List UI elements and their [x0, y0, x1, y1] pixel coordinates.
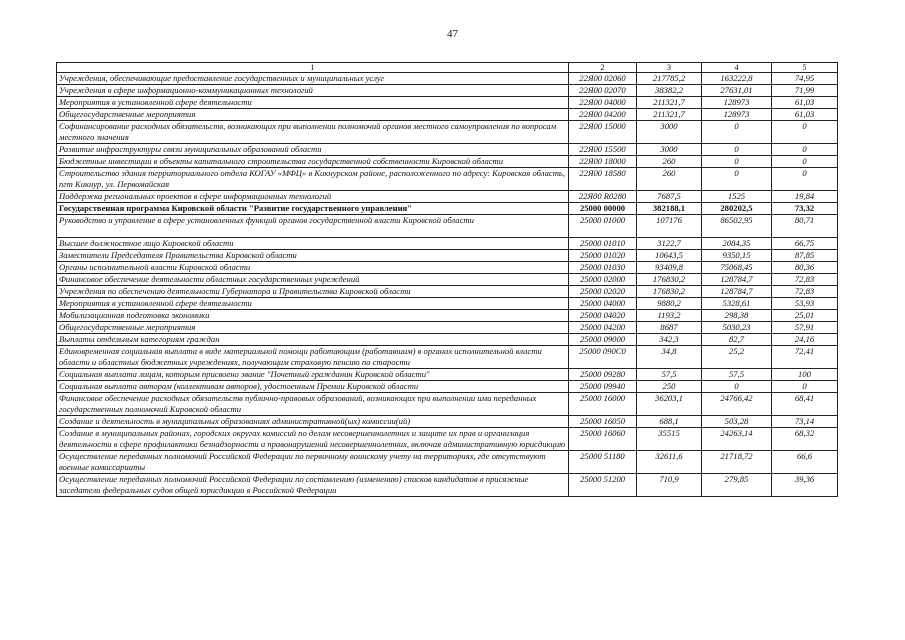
- row-name-cell: Софинансирование расходных обязательств, возникающих при выполнении полномочий органов местного самоуправления по вопросам местного значения: [57, 121, 569, 144]
- row-code-cell: 25000 16000: [569, 393, 637, 416]
- row-value-actual-cell: 9350,15: [702, 250, 772, 262]
- row-name-cell: Учреждения по обеспечению деятельности Губернатора и Правительства Кировской области: [57, 286, 569, 298]
- row-value-plan-cell: 176830,2: [637, 286, 702, 298]
- budget-table: [56, 62, 838, 497]
- row-value-percent-cell: 71,99: [772, 85, 838, 97]
- table-row: [57, 474, 838, 497]
- row-code-cell: 22Я00 02060: [569, 73, 637, 85]
- row-value-percent-cell: 61,03: [772, 109, 838, 121]
- row-name-cell: Учреждения в сфере информационно-коммуникационных технологий: [57, 85, 569, 97]
- row-value-actual-cell: 503,28: [702, 416, 772, 428]
- row-value-percent-cell: 0: [772, 381, 838, 393]
- row-name-cell: Органы исполнительной власти Кировской области: [57, 262, 569, 274]
- row-code-cell: 25000 09280: [569, 369, 637, 381]
- row-value-plan-cell: 7687,5: [637, 191, 702, 203]
- row-value-actual-cell: 27631,01: [702, 85, 772, 97]
- table-row: [57, 346, 838, 369]
- row-value-percent-cell: 72,83: [772, 286, 838, 298]
- row-code-cell: 22Я00 02070: [569, 85, 637, 97]
- row-code-cell: 22Я00 15500: [569, 144, 637, 156]
- row-name-cell: Единовременная социальная выплата в виде материальной помощи работающим (работавшим) в органах исполнительной власти области и областных бюджетных учреждениях, получающим страховую пенсию по старости: [57, 346, 569, 369]
- row-value-percent-cell: 74,95: [772, 73, 838, 85]
- row-value-percent-cell: 73,32: [772, 203, 838, 215]
- row-name-cell: Осуществление переданных полномочий Российской Федерации по составлению (изменению) списков кандидатов в присяжные заседатели федеральных судов общей юрисдикции в Российской Федерации: [57, 474, 569, 497]
- row-value-percent-cell: 0: [772, 144, 838, 156]
- row-value-plan-cell: 57,5: [637, 369, 702, 381]
- row-name-cell: Учреждения, обеспечивающие предоставление государственных и муниципальных услуг: [57, 73, 569, 85]
- row-value-percent-cell: 68,41: [772, 393, 838, 416]
- row-name-cell: Развитие инфраструктуры связи муниципальных образований области: [57, 144, 569, 156]
- row-value-percent-cell: 66,75: [772, 238, 838, 250]
- row-value-plan-cell: 342,3: [637, 334, 702, 346]
- table-row: [57, 428, 838, 451]
- row-value-actual-cell: 128973: [702, 109, 772, 121]
- row-name-cell: Осуществление переданных полномочий Российской Федерации по первичному воинскому учету на территориях, где отсутствуют военные комиссариаты: [57, 451, 569, 474]
- row-value-actual-cell: 82,7: [702, 334, 772, 346]
- table-row: [57, 298, 838, 310]
- row-value-plan-cell: 36203,1: [637, 393, 702, 416]
- row-code-cell: 22Я00 04200: [569, 109, 637, 121]
- table-row: [57, 121, 838, 144]
- table-row: [57, 322, 838, 334]
- table-row: [57, 191, 838, 203]
- page-number: 47: [447, 28, 458, 40]
- row-value-actual-cell: 0: [702, 156, 772, 168]
- row-value-plan-cell: 3122,7: [637, 238, 702, 250]
- row-value-percent-cell: 73,14: [772, 416, 838, 428]
- row-value-plan-cell: 10643,5: [637, 250, 702, 262]
- table-row: [57, 274, 838, 286]
- row-name-cell: Общегосударственные мероприятия: [57, 109, 569, 121]
- row-value-actual-cell: 128784,7: [702, 286, 772, 298]
- row-value-actual-cell: 128784,7: [702, 274, 772, 286]
- row-value-plan-cell: 93409,8: [637, 262, 702, 274]
- row-value-actual-cell: 298,38: [702, 310, 772, 322]
- row-value-percent-cell: 66,6: [772, 451, 838, 474]
- row-name-cell: Государственная программа Кировской области "Развитие государственного управления": [57, 203, 569, 215]
- row-name-cell: Строительство здания территориального отдела КОГАУ «МФЦ» в Кикнурском районе, расположенного по адресу: Кировская область, пгт Кикнур, ул. Первомайская: [57, 168, 569, 191]
- column-header: 3: [637, 63, 702, 73]
- row-value-plan-cell: 35515: [637, 428, 702, 451]
- row-value-actual-cell: 21718,72: [702, 451, 772, 474]
- row-name-cell: Мероприятия в установленной сфере деятельности: [57, 298, 569, 310]
- row-value-plan-cell: 3000: [637, 121, 702, 144]
- row-value-actual-cell: 2084,35: [702, 238, 772, 250]
- row-code-cell: 25000 04000: [569, 298, 637, 310]
- row-name-cell: Создание в муниципальных районах, городских округах комиссий по делам несовершеннолетних и защите их прав и организация деятельности в сфере профилактики безнадзорности и правонарушений несовершеннолетних, включая административную юрисдикцию: [57, 428, 569, 451]
- table-row: [57, 215, 838, 238]
- row-name-cell: Выплаты отдельным категориям граждан: [57, 334, 569, 346]
- row-value-actual-cell: 5030,23: [702, 322, 772, 334]
- row-value-percent-cell: 87,85: [772, 250, 838, 262]
- row-code-cell: 25000 01010: [569, 238, 637, 250]
- row-value-percent-cell: 61,03: [772, 97, 838, 109]
- row-code-cell: 25000 00000: [569, 203, 637, 215]
- row-value-actual-cell: 25,2: [702, 346, 772, 369]
- row-value-percent-cell: 0: [772, 156, 838, 168]
- row-value-plan-cell: 34,8: [637, 346, 702, 369]
- row-name-cell: Поддержка региональных проектов в сфере информационных технологий: [57, 191, 569, 203]
- row-code-cell: 25000 04200: [569, 322, 637, 334]
- table-row: [57, 73, 838, 85]
- table-row: [57, 250, 838, 262]
- row-value-plan-cell: 211321,7: [637, 109, 702, 121]
- table-row: [57, 262, 838, 274]
- row-value-percent-cell: 100: [772, 369, 838, 381]
- table-row: [57, 156, 838, 168]
- table-body: [57, 73, 838, 497]
- column-header: 2: [569, 63, 637, 73]
- row-name-cell: Заместители Председателя Правительства Кировской области: [57, 250, 569, 262]
- table-row: [57, 369, 838, 381]
- row-value-actual-cell: 0: [702, 121, 772, 144]
- row-value-actual-cell: 86502,95: [702, 215, 772, 238]
- row-value-percent-cell: 0: [772, 168, 838, 191]
- row-value-percent-cell: 57,91: [772, 322, 838, 334]
- row-value-percent-cell: 25,01: [772, 310, 838, 322]
- row-value-plan-cell: 107176: [637, 215, 702, 238]
- row-code-cell: 25000 090С0: [569, 346, 637, 369]
- row-value-plan-cell: 710,9: [637, 474, 702, 497]
- table-row: [57, 286, 838, 298]
- row-code-cell: 22Я00 04000: [569, 97, 637, 109]
- row-value-actual-cell: 75068,45: [702, 262, 772, 274]
- row-value-percent-cell: 72,41: [772, 346, 838, 369]
- table-row: [57, 168, 838, 191]
- row-code-cell: 25000 02020: [569, 286, 637, 298]
- table-row: [57, 381, 838, 393]
- row-name-cell: Финансовое обеспечение расходных обязательств публично-правовых образований, возникающих при выполнении ими переданных государственных полномочий Кировской области: [57, 393, 569, 416]
- table-row: [57, 451, 838, 474]
- row-value-percent-cell: 72,83: [772, 274, 838, 286]
- row-code-cell: 25000 09000: [569, 334, 637, 346]
- row-name-cell: Создание и деятельность в муниципальных образованиях административной(ых) комиссии(ий): [57, 416, 569, 428]
- row-value-percent-cell: 80,36: [772, 262, 838, 274]
- row-value-plan-cell: 38382,2: [637, 85, 702, 97]
- row-value-actual-cell: 0: [702, 381, 772, 393]
- table-row: [57, 97, 838, 109]
- row-code-cell: 25000 02000: [569, 274, 637, 286]
- row-value-actual-cell: 280202,5: [702, 203, 772, 215]
- row-value-percent-cell: 80,71: [772, 215, 838, 238]
- row-name-cell: Мобилизационная подготовка экономики: [57, 310, 569, 322]
- row-name-cell: Руководство и управление в сфере установленных функций органов государственной власти Кировской области: [57, 215, 569, 238]
- row-value-percent-cell: 0: [772, 121, 838, 144]
- row-code-cell: 25000 16060: [569, 428, 637, 451]
- row-code-cell: 25000 01020: [569, 250, 637, 262]
- row-value-percent-cell: 24,16: [772, 334, 838, 346]
- table-row: [57, 203, 838, 215]
- row-value-actual-cell: 5328,61: [702, 298, 772, 310]
- row-name-cell: Мероприятия в установленной сфере деятельности: [57, 97, 569, 109]
- row-name-cell: Социальная выплата авторам (коллективам авторов), удостоенным Премии Кировской области: [57, 381, 569, 393]
- row-code-cell: 25000 51200: [569, 474, 637, 497]
- row-code-cell: 22Я00 15000: [569, 121, 637, 144]
- row-value-actual-cell: 1525: [702, 191, 772, 203]
- column-header: 5: [772, 63, 838, 73]
- row-value-actual-cell: 24766,42: [702, 393, 772, 416]
- table-row: [57, 109, 838, 121]
- row-value-plan-cell: 176830,2: [637, 274, 702, 286]
- row-value-plan-cell: 3000: [637, 144, 702, 156]
- row-value-actual-cell: 0: [702, 168, 772, 191]
- row-value-percent-cell: 19,84: [772, 191, 838, 203]
- row-value-actual-cell: 128973: [702, 97, 772, 109]
- row-value-percent-cell: 39,36: [772, 474, 838, 497]
- row-value-actual-cell: 57,5: [702, 369, 772, 381]
- row-value-plan-cell: 32611,6: [637, 451, 702, 474]
- row-code-cell: 25000 01000: [569, 215, 637, 238]
- row-code-cell: 25000 09940: [569, 381, 637, 393]
- row-value-plan-cell: 260: [637, 156, 702, 168]
- row-value-actual-cell: 279,85: [702, 474, 772, 497]
- row-value-plan-cell: 217785,2: [637, 73, 702, 85]
- table-row: [57, 144, 838, 156]
- table-row: [57, 85, 838, 97]
- row-code-cell: 22Я00 R0280: [569, 191, 637, 203]
- row-name-cell: Бюджетные инвестиции в объекты капитального строительства государственной собственности Кировской области: [57, 156, 569, 168]
- row-value-plan-cell: 382188,1: [637, 203, 702, 215]
- table-row: [57, 416, 838, 428]
- row-value-plan-cell: 9880,2: [637, 298, 702, 310]
- row-code-cell: 25000 04020: [569, 310, 637, 322]
- row-name-cell: Общегосударственные мероприятия: [57, 322, 569, 334]
- row-code-cell: 25000 01030: [569, 262, 637, 274]
- row-name-cell: Социальная выплата лицам, которым присвоено звание "Почетный гражданин Кировской области": [57, 369, 569, 381]
- row-value-plan-cell: 1193,2: [637, 310, 702, 322]
- table-row: [57, 238, 838, 250]
- row-name-cell: Высшее должностное лицо Кировской области: [57, 238, 569, 250]
- table-row: [57, 310, 838, 322]
- row-value-percent-cell: 68,32: [772, 428, 838, 451]
- row-code-cell: 25000 51180: [569, 451, 637, 474]
- row-value-actual-cell: 163222,8: [702, 73, 772, 85]
- row-value-plan-cell: 688,1: [637, 416, 702, 428]
- row-code-cell: 22Я00 18580: [569, 168, 637, 191]
- row-value-plan-cell: 250: [637, 381, 702, 393]
- table-row: [57, 393, 838, 416]
- row-value-plan-cell: 211321,7: [637, 97, 702, 109]
- column-header: 4: [702, 63, 772, 73]
- row-name-cell: Финансовое обеспечение деятельности областных государственных учреждений: [57, 274, 569, 286]
- row-value-plan-cell: 8687: [637, 322, 702, 334]
- row-value-actual-cell: 24263,14: [702, 428, 772, 451]
- column-header: 1: [57, 63, 569, 73]
- table-row: [57, 334, 838, 346]
- row-value-actual-cell: 0: [702, 144, 772, 156]
- row-code-cell: 25000 16050: [569, 416, 637, 428]
- header-row: [57, 63, 838, 73]
- row-code-cell: 22Я00 18000: [569, 156, 637, 168]
- row-value-plan-cell: 260: [637, 168, 702, 191]
- row-value-percent-cell: 53,93: [772, 298, 838, 310]
